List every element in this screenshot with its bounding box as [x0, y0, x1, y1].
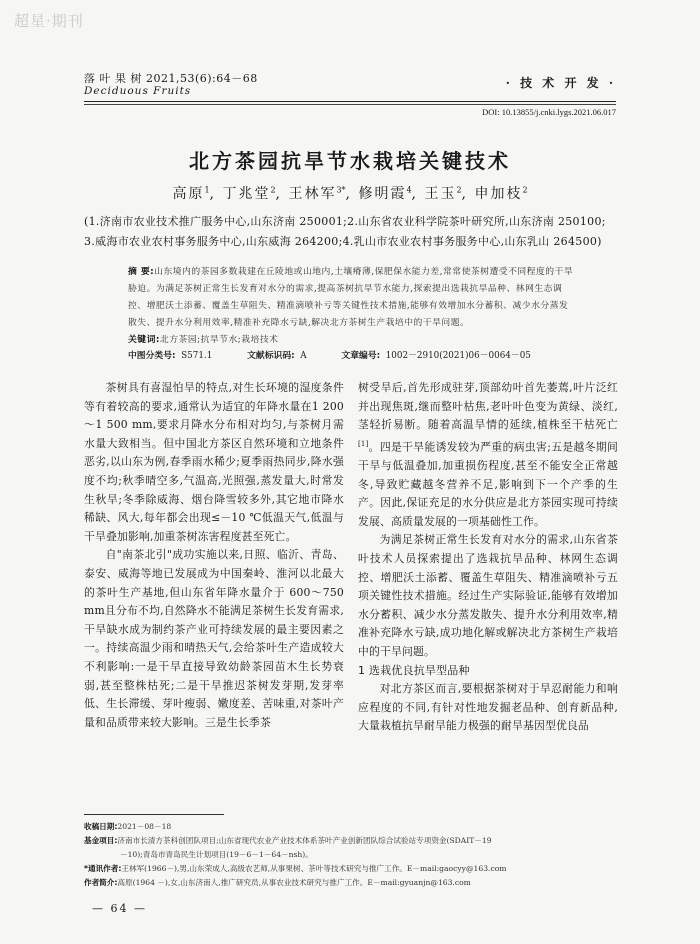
article-no-value: 1002－2910(2021)06－0064－05	[385, 351, 531, 361]
doc-code-label: 文献标识码:	[247, 351, 295, 361]
body-paragraph	[358, 379, 618, 531]
author-sup: 1	[204, 185, 210, 195]
abstract-text: 山东境内的茶园多数栽建在丘陵地或山地内,土壤瘠薄,保肥保水能力差,常常使茶树遭受不同程度的干旱胁迫。为满足茶树正常生长发育对水分的需求,提高茶树抗旱节水能力,探索提出选栽抗旱品种、林网生态调控、增肥沃土添蓄、覆盖生草阻失、精准滴喷补亏等关键性技术措施,能够有效增加水分蓄积、减少水分蒸发散失、提升水分利用效率,精准补充降水亏缺,解决北方茶树生产栽培中的干旱问题。	[128, 267, 574, 328]
body-text: 。四是干旱能诱发较为严重的病虫害;五是越冬期间干旱与低温叠加,加重损伤程度,甚至不能安全正常越冬,导致贮藏越冬营养不足,影响到下一个产季的生产。因此,保证充足的水分供应是北方茶园实现可持续发展、高质量发展的一项基础性工作。	[358, 440, 618, 528]
body-column-right	[358, 379, 618, 736]
clc-value: S571.1	[181, 351, 213, 361]
corresponding-author: 王林军(1966－),男,山东荣成人,高级农艺师,从事果树、茶叶等技术研究与推广工作。E－mail:gaocyy@163.com	[121, 864, 507, 873]
author: 王玉	[424, 186, 457, 202]
fund-text: 济南市长清方茶科创团队项目;山东省现代农业产业技术体系茶叶产业创新团队综合试验站专项资金(SDAIT－19	[117, 836, 492, 845]
footnotes	[84, 820, 616, 890]
affiliation-line: 3.威海市农业农村事务服务中心,山东威海 264200;4.乳山市农业农村事务服务中心,山东乳山 264500)	[84, 235, 602, 248]
abstract	[128, 264, 576, 349]
keywords: 北方茶园;抗旱节水;栽培技术	[159, 335, 279, 345]
footnote-rule	[84, 814, 224, 815]
body-paragraph: 茶树具有喜湿怕旱的特点,对生长环境的湿度条件等有着较高的要求,通常认为适宜的年降水量在1 200～1 500 mm,要求月降水分布相对均匀,与茶树月需水量大致相当。但中国北方茶区自然环境和立地条件恶劣,以山东为例,春季雨水稀少;夏季雨热同步,降水强度不均;秋季晴空多,气温高,光照强,蒸发量大,时常发生秋旱;冬季除威海、烟台降雪较多外,其它地市降水稀缺、风大,每年都会出现≤－10 ℃低温天气,低温与干旱叠加影响,加重茶树冻害程度甚至死亡。	[84, 381, 344, 543]
corresponding-label: *通讯作者:	[84, 864, 122, 873]
page-number: — 64 —	[92, 902, 147, 915]
watermark-logo: 超星·期刊	[14, 12, 84, 30]
article-no-label: 文章编号:	[341, 351, 381, 361]
header-rule	[84, 101, 616, 102]
journal-english-name: Deciduous Fruits	[84, 85, 192, 97]
section-heading: 1 选栽优良抗旱型品种	[358, 663, 470, 677]
doc-code-value: A	[300, 351, 307, 361]
author: 申加枝	[474, 186, 523, 202]
column-tag: · 技 术 开 发 ·	[505, 76, 616, 90]
fund-text-cont: －10);青岛市青岛民生计划项目(19－6－1－64－nsh)。	[120, 850, 313, 859]
doi: DOI: 10.13855/j.cnki.lygs.2021.06.017	[482, 107, 616, 117]
author-bio: 高原(1964 －),女,山东济南人,推广研究员,从事农业技术研究与推广工作。E－mail:gyuanjn@163.com	[117, 878, 471, 887]
citation-marker: [1]	[358, 439, 369, 448]
author: 王林军	[288, 186, 337, 202]
journal-citation: 落 叶 果 树 2021,53(6):64－68	[84, 72, 258, 85]
fund-label: 基金项目:	[84, 836, 118, 845]
classification-line	[128, 348, 563, 361]
author-sup: 2	[456, 185, 462, 195]
article-title: 北方茶园抗旱节水栽培关键技术	[189, 149, 511, 173]
author: 修明霞	[358, 186, 407, 202]
author-sup: 2	[270, 185, 276, 195]
affiliation-line: (1.济南市农业技术推广服务中心,山东济南 250001;2.山东省农业科学院茶叶研究所,山东济南 250100;	[84, 215, 606, 228]
author-sup: 3*	[336, 185, 346, 195]
author-sup: 4	[406, 185, 412, 195]
keywords-label: 关键词:	[128, 335, 160, 345]
author: 丁兆堂	[222, 186, 271, 202]
received-date: 2021－08－18	[117, 822, 172, 831]
body-paragraph: 为满足茶树正常生长发育对水分的需求,山东省茶叶技术人员探索提出了选栽抗旱品种、林网生态调控、增肥沃土添蓄、覆盖生草阻失、精准滴喷补亏五项关键性技术措施。经过生产实际验证,能够有效增加水分蓄积、减少水分蒸发散失、提升水分利用效率,精准补充降水亏缺,成功地化解或解决北方茶树生产栽培中的干旱问题。	[358, 533, 618, 658]
body-paragraph: 自"南茶北引"成功实施以来,日照、临沂、青岛、泰安、威海等地已发展成为中国秦岭、淮河以北最大的茶叶生产基地,但山东省年降水量介于 600～750 mm且分布不均,自然降水不能满足茶树生长发育需求,干旱缺水成为制约茶产业可持续发展的最主要因素之一。持续高温少雨和晴热天气,会给茶叶生产造成较大不利影响:一是干旱直接导致幼龄茶园苗木生长势衰弱,甚至整株枯死;二是干旱推迟茶树发芽期,发芽率低、生长滞缓、芽叶瘦弱、嫩度差、苦味重,对茶叶产量和品质带来较大影响。三是生长季茶	[84, 548, 344, 729]
body-paragraph: 对北方茶区而言,要根据茶树对于旱忍耐能力和响应程度的不同,有针对性地发掘老品种、创育新品种,大量栽植抗旱耐旱能力极强的耐旱基因型优良品	[358, 682, 618, 733]
received-label: 收稿日期:	[84, 822, 118, 831]
author: 高原	[172, 186, 205, 202]
body-text: 树受旱后,首先形成驻芽,顶部幼叶首先萎蔫,叶片泛红并出现焦斑,继而整叶枯焦,老叶叶色变为黄绿、淡红,茎轻折易断。随着高温旱情的延续,植株至干枯死亡	[358, 381, 618, 432]
header-rule-thin	[84, 104, 616, 105]
author-list: 高原$^1$, 丁兆堂$^2$, 王林军$^{3*}$, 修明霞$^4$, 王玉$^2$, 申加枝$^2$	[172, 185, 528, 202]
body-column-left	[84, 379, 344, 732]
clc-label: 中图分类号:	[128, 351, 176, 361]
abstract-label: 摘 要:	[128, 267, 155, 277]
author-sup: 2	[522, 185, 528, 195]
author-bio-label: 作者简介:	[84, 878, 118, 887]
